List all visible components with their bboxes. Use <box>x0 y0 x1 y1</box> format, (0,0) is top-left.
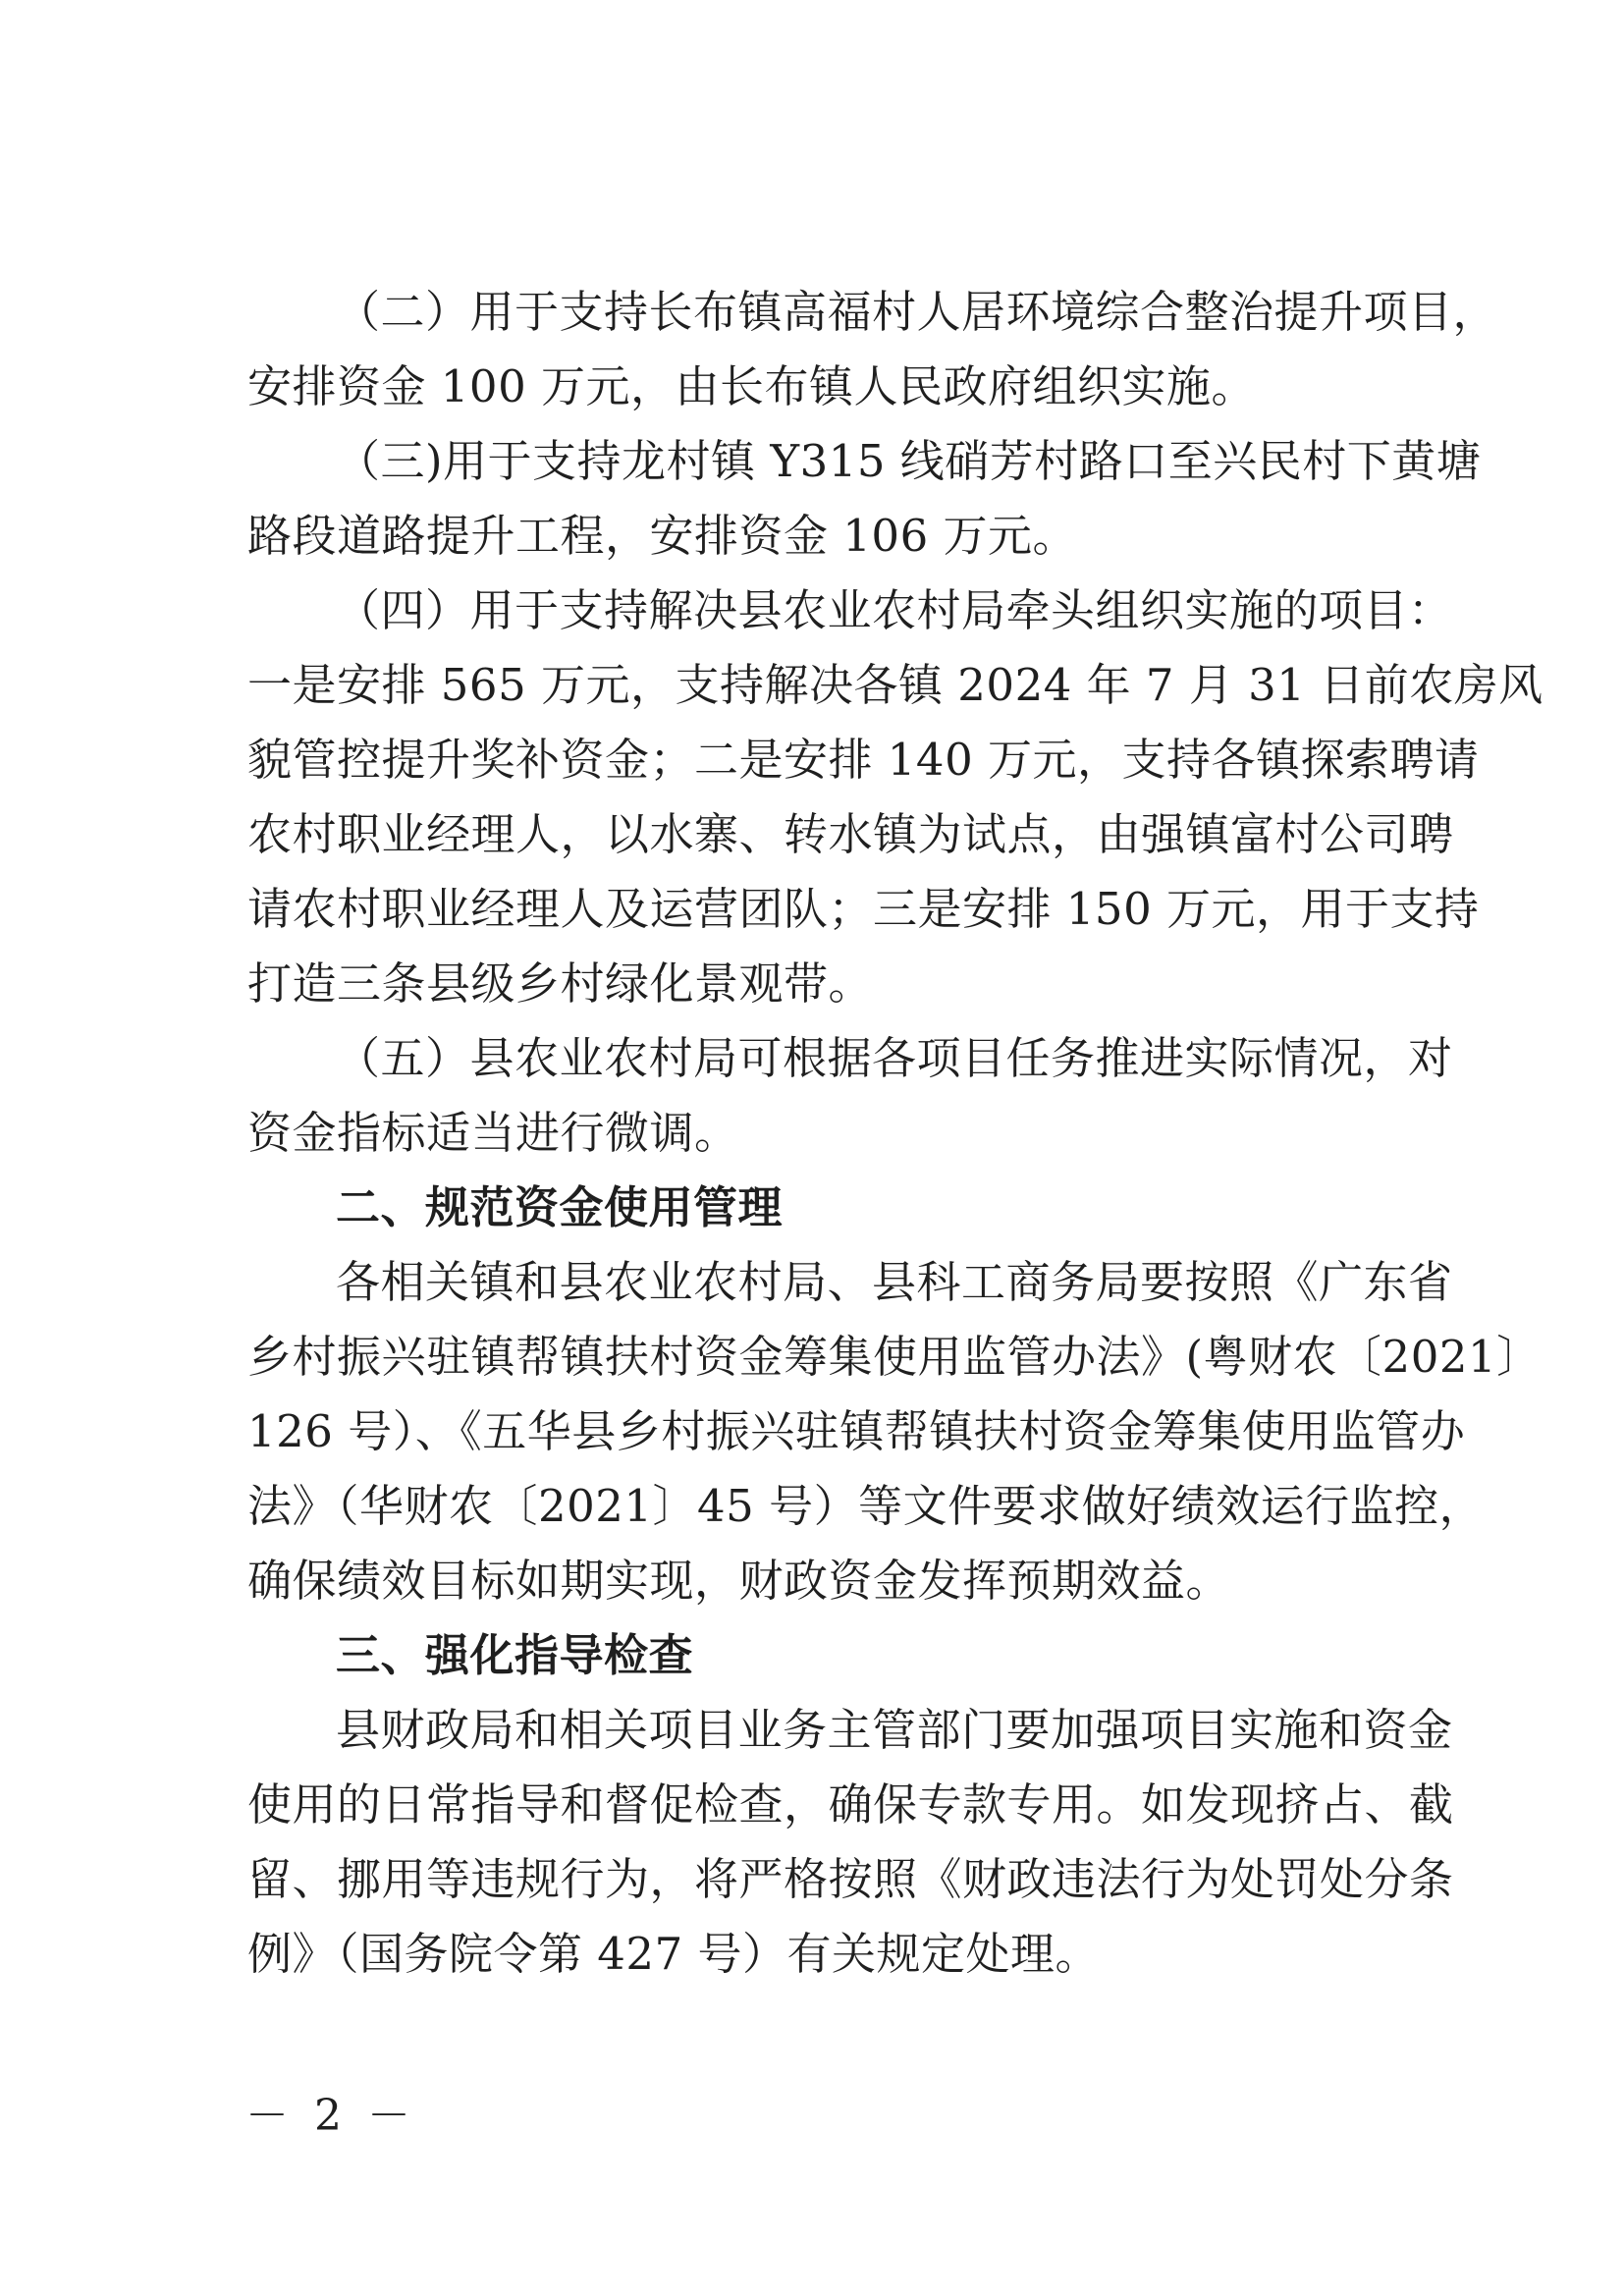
section-3-line-3: 留、挪用等违规行为，将严格按照《财政违法行为处罚处分条 <box>247 1853 1454 1905</box>
paragraph-4-line-1: （四）用于支持解决县农业农村局牵头组织实施的项目： <box>336 584 1453 636</box>
section-2-line-5: 确保绩效目标如期实现，财政资金发挥预期效益。 <box>247 1555 1231 1607</box>
paragraph-4-line-2: 一是安排 565 万元，支持解决各镇 2024 年 7 月 31 日前农房风 <box>247 659 1543 711</box>
section-3-line-2: 使用的日常指导和督促检查，确保专款专用。如发现挤占、截 <box>247 1778 1454 1831</box>
section-3-line-4: 例》（国务院令第 427 号）有关规定处理。 <box>247 1928 1101 1980</box>
paragraph-4-line-4: 农村职业经理人，以水寨、转水镇为试点，由强镇富村公司聘 <box>247 808 1454 860</box>
section-2-line-4: 法》（华财农〔2021〕45 号）等文件要求做好绩效运行监控， <box>247 1480 1485 1532</box>
section-2-line-1: 各相关镇和县农业农村局、县科工商务局要按照《广东省 <box>336 1256 1453 1308</box>
paragraph-2-line-1: （二）用于支持长布镇高福村人居环境综合整治提升项目， <box>336 286 1498 338</box>
paragraph-3-line-2: 路段道路提升工程，安排资金 106 万元。 <box>247 510 1078 562</box>
section-heading-2: 二、规范资金使用管理 <box>336 1181 784 1233</box>
paragraph-3-line-1: （三)用于支持龙村镇 Y315 线硝芳村路口至兴民村下黄塘 <box>336 435 1482 487</box>
paragraph-4-line-6: 打造三条县级乡村绿化景观带。 <box>247 957 874 1010</box>
section-heading-3: 三、强化指导检查 <box>336 1629 694 1681</box>
section-3-line-1: 县财政局和相关项目业务主管部门要加强项目实施和资金 <box>336 1704 1453 1756</box>
paragraph-4-line-3: 貌管控提升奖补资金；二是安排 140 万元，支持各镇探索聘请 <box>247 734 1480 786</box>
paragraph-5-line-1: （五）县农业农村局可根据各项目任务推进实际情况，对 <box>336 1032 1453 1084</box>
paragraph-2-line-2: 安排资金 100 万元，由长布镇人民政府组织实施。 <box>247 360 1257 412</box>
paragraph-5-line-2: 资金指标适当进行微调。 <box>247 1107 739 1159</box>
page-number: － 2 － <box>245 2091 416 2141</box>
paragraph-4-line-5: 请农村职业经理人及运营团队；三是安排 150 万元，用于支持 <box>247 883 1480 935</box>
section-2-line-3: 126 号）、《五华县乡村振兴驻镇帮镇扶村资金筹集使用监管办 <box>247 1405 1466 1457</box>
section-2-line-2: 乡村振兴驻镇帮镇扶村资金筹集使用监管办法》(粤财农〔2021〕 <box>247 1331 1542 1383</box>
